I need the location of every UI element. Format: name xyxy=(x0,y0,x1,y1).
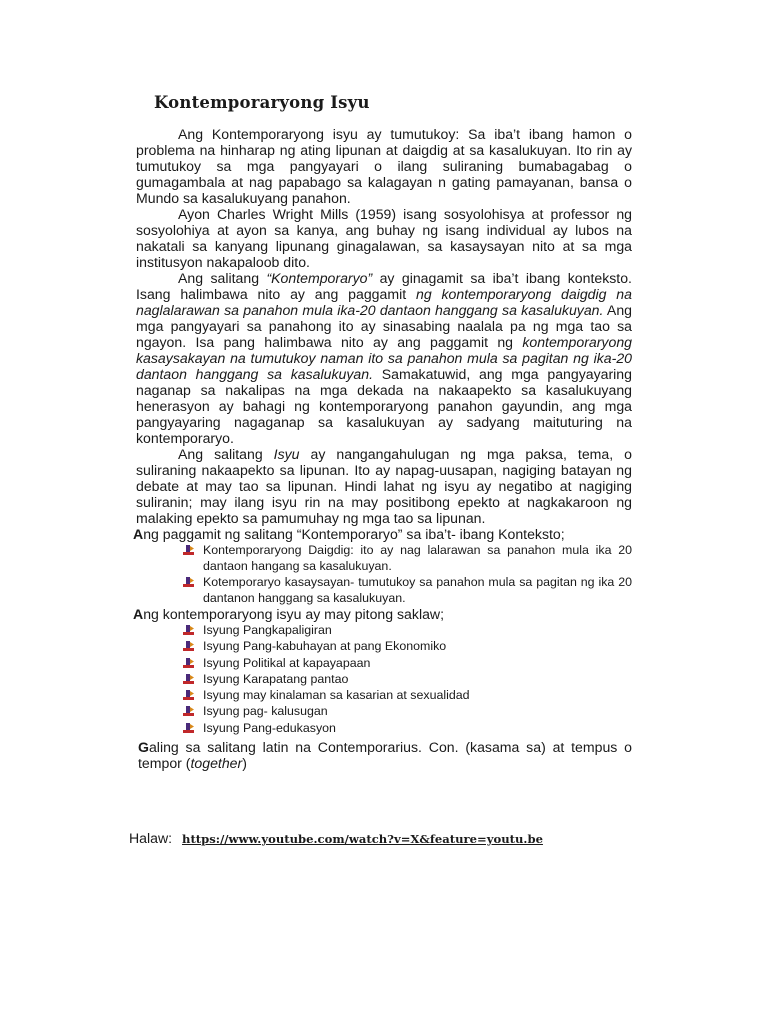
arrow-bullet-icon xyxy=(183,625,194,635)
arrow-bullet-icon xyxy=(183,706,194,716)
arrow-bullet-icon xyxy=(183,674,194,684)
paragraph-kontemporaryo: Ang salitang “Kontemporaryo” ay ginagamit sa iba’t ibang konteksto. Isang halimbawa nito ay ang paggamit ng kontemporaryong daigdig na naglalarawan sa panahon mula ika-20 dantaon hanggang sa kasalukuyan. Ang mga pangyayari sa panahong ito ay sinasabing naalala pa ng mga tao sa ngayon. Isa pang halimbawa nito ay ang paggamit ng kontemporaryong kasaysakayan na tumutukoy naman ito sa panahon mula sa pagitan ng ika-20 dantaon hanggang sa kasalukuyan. Samakatuwid, ang mga pangyayaring naganap sa nakalipas na mga dekada na nakaapekto sa kasalukuyang henerasyon ay bahagi ng kontemporaryong panahon gayundin, ang mga pangyayaring nagaganap sa kasalukuyan ay sadyang maituturing na kontemporaryo. xyxy=(136,270,632,446)
paragraph-mills: Ayon Charles Wright Mills (1959) isang sosyolohisya at professor ng sosyolohiya at ayon sa kanya, ang buhay ng isang individual ay lubos na nakatali sa kanyang lipunang ginagalawan, sa kasaysayan nito at sa mga institusyon nakapaloob dito. xyxy=(136,206,632,270)
arrow-bullet-icon xyxy=(183,723,194,733)
arrow-bullet-icon xyxy=(183,690,194,700)
lead-konteksto: Ang paggamit ng salitang “Kontemporaryo” sa iba’t- ibang Konteksto; xyxy=(133,526,565,542)
list-item: Isyung pag- kalusugan xyxy=(183,703,632,719)
arrow-bullet-icon xyxy=(183,641,194,651)
document-body xyxy=(133,126,632,772)
list-item: Isyung Pangkapaligiran xyxy=(183,622,632,638)
paragraph-isyu: Ang salitang Isyu ay nangangahulugan ng mga paksa, tema, o suliraning nakaapekto sa lipunan. Ito ay napag-uusapan, nagiging batayan ng debate at may tao sa lipunan. Hindi lahat ng isyu ay negatibo at nagiging suliranin; may ilang isyu rin na may positibong epekto at nagkakaroon ng malaking epekto sa pamumuhay ng mga tao sa lipunan. xyxy=(136,446,632,526)
list-item: Isyung Politikal at kapayapaan xyxy=(183,655,632,671)
lead-galing: Galing sa salitang latin na Contemporarius. Con. (kasama sa) at tempus o tempor (together) xyxy=(138,739,632,772)
page-title: Kontemporaryong Isyu xyxy=(154,93,370,112)
source-link[interactable]: https://www.youtube.com/watch?v=X&feature=youtu.be xyxy=(182,832,543,846)
list-item: Isyung Karapatang pantao xyxy=(183,671,632,687)
lead-saklaw: Ang kontemporaryong isyu ay may pitong saklaw; xyxy=(133,606,445,622)
paragraph-intro: Ang Kontemporaryong isyu ay tumutukoy: Sa iba’t ibang hamon o problema na hinharap ng ating lipunan at daigdig at sa kasalukuyan. Ito rin ay tumutukoy sa mga pangyayari o ilang suliraning bumabagabag o gumagambala at nag papabago sa kalagayan n gating pamayanan, bansa o Mundo sa kasalukuyang panahon. xyxy=(136,126,632,206)
list-item: Kontemporaryong Daigdig: ito ay nag lalarawan sa panahon mula ika 20 dantaon hangang sa kasalukuyan. xyxy=(183,542,632,574)
source-citation xyxy=(129,830,543,846)
list-item: Isyung Pang-edukasyon xyxy=(183,720,632,736)
source-label: Halaw: xyxy=(129,830,173,846)
arrow-bullet-icon xyxy=(183,545,194,555)
arrow-bullet-icon xyxy=(183,577,194,587)
list-item: Kotemporaryo kasaysayan- tumutukoy sa panahon mula sa pagitan ng ika 20 dantanon hanggang sa kasalukuyan. xyxy=(183,574,632,606)
arrow-bullet-icon xyxy=(183,658,194,668)
list-item: Isyung Pang-kabuhayan at pang Ekonomiko xyxy=(183,638,632,654)
list-item: Isyung may kinalaman sa kasarian at sexualidad xyxy=(183,687,632,703)
list-konteksto xyxy=(183,542,632,606)
list-saklaw xyxy=(183,622,632,736)
